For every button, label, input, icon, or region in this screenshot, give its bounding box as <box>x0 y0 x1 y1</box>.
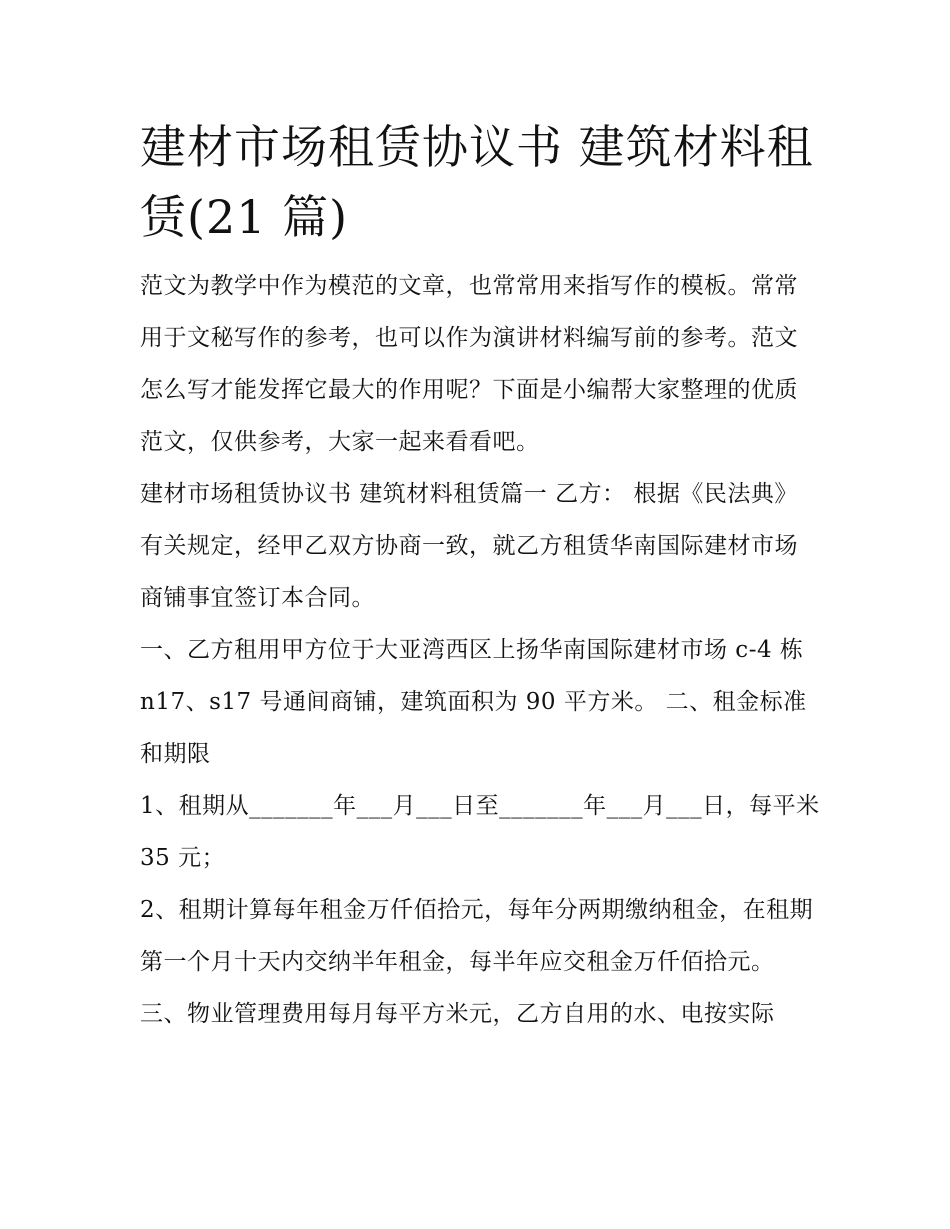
intro-paragraph: 范文为教学中作为模范的文章，也常常用来指写作的模板。常常用于文秘写作的参考，也可以作为演讲材料编写前的参考。范文怎么写才能发挥它最大的作用呢？下面是小编帮大家整理的优质范文，仅供参考，大家一起来看看吧。 <box>140 273 798 455</box>
document-title: 建材市场租赁协议书 建筑材料租赁(21 篇) <box>140 120 814 244</box>
clause-one-paragraph: 一、乙方租用甲方位于大亚湾西区上扬华南国际建材市场 c-4 栋 n17、s17 号通间商铺，建筑面积为 90 平方米。 二、租金标准和期限 <box>140 637 807 767</box>
clause-three-paragraph: 三、物业管理费用每月每平方米元，乙方自用的水、电按实际 <box>140 1001 775 1027</box>
clause-two-item-two: 2、租期计算每年租金万仟佰拾元，每年分两期缴纳租金，在租期第一个月十天内交纳半年租金，每半年应交租金万仟佰拾元。 <box>140 897 814 975</box>
agreement-preamble-paragraph: 建材市场租赁协议书 建筑材料租赁篇一 乙方： 根据《民法典》有关规定，经甲乙双方协商一致，就乙方租赁华南国际建材市场商铺事宜签订本合同。 <box>140 481 798 611</box>
clause-two-item-one: 1、租期从_______年___月___日至_______年___月___日，每平米 35 元； <box>140 793 820 871</box>
document-page <box>140 112 820 1040</box>
